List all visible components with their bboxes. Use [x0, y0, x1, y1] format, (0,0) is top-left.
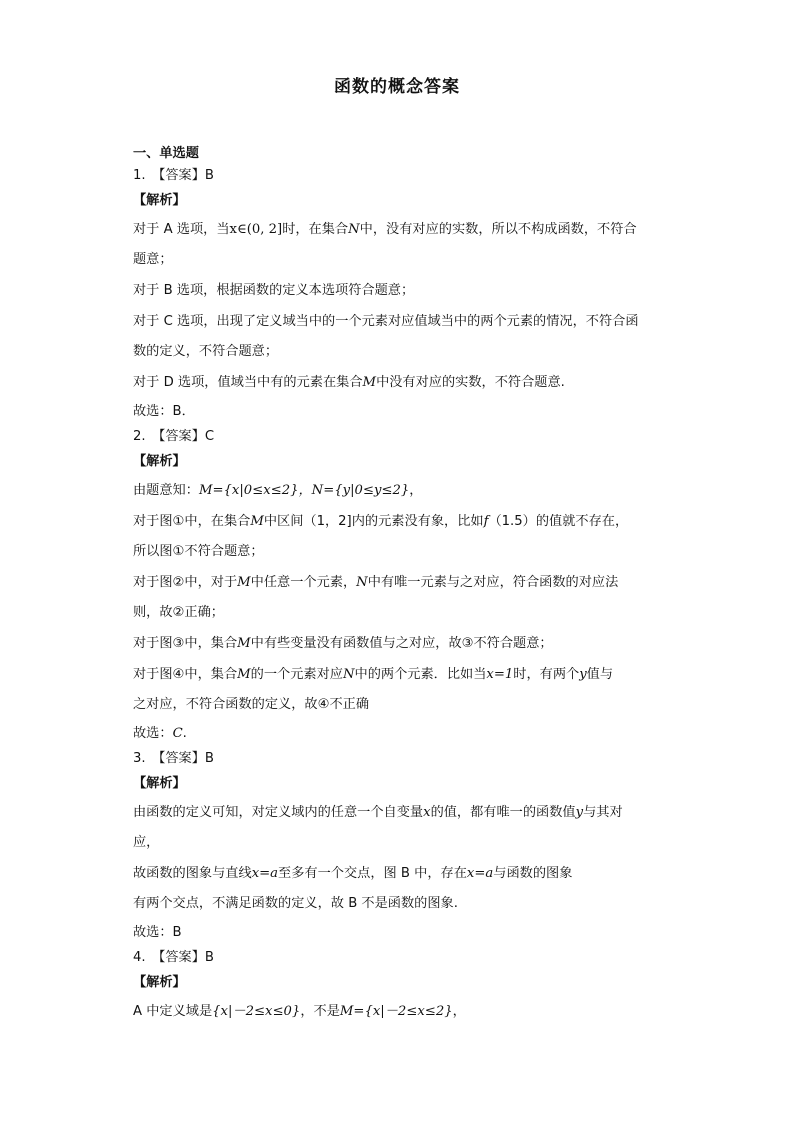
q2-analysis-label: 【解析】 — [133, 454, 186, 469]
q3-analysis-label: 【解析】 — [133, 776, 186, 791]
q3-line-1: 由函数的定义可知，对定义域内的任意一个自变量x的值，都有唯一的函数值y与其对 — [133, 805, 623, 820]
q1-choice: 故选：B． — [133, 404, 195, 419]
q1-line-2: 题意； — [133, 252, 173, 267]
page-title: 函数的概念答案 — [334, 77, 460, 97]
q3-line-2: 应， — [133, 835, 160, 850]
q3-choice: 故选：B — [133, 925, 182, 940]
q2-answer: 2. 【答案】C — [133, 429, 215, 444]
q2-line-1: 由题意知：M={x|0≤x≤2}，N={y|0≤y≤2}， — [133, 483, 423, 498]
q1-line-6: 对于 D 选项，值域当中有的元素在集合M中没有对应的实数，不符合题意. — [133, 375, 565, 390]
q3-answer: 3. 【答案】B — [133, 751, 214, 766]
q1-line-4: 对于 C 选项，出现了定义域当中的一个元素对应值域当中的两个元素的情况，不符合函 — [133, 314, 639, 329]
q2-line-4: 对于图②中，对于M中任意一个元素，N中有唯一元素与之对应，符合函数的对应法 — [133, 575, 619, 590]
q1-line-5: 数的定义，不符合题意； — [133, 344, 279, 359]
q4-analysis-label: 【解析】 — [133, 975, 186, 990]
q2-line-3: 所以图①不符合题意； — [133, 544, 264, 559]
q2-line-8: 之对应，不符合函数的定义，故④不正确 — [133, 697, 370, 712]
q3-line-3: 故函数的图象与直线x=a至多有一个交点，图 B 中，存在x=a与函数的图象 — [133, 866, 573, 881]
q2-line-6: 对于图③中，集合M中有些变量没有函数值与之对应，故③不符合题意； — [133, 636, 553, 651]
q1-line-1: 对于 A 选项，当x∈(0, 2]时，在集合N中，没有对应的实数，所以不构成函数，不符合 — [133, 222, 637, 237]
q2-line-5: 则，故②正确； — [133, 605, 224, 620]
answer-content — [133, 143, 673, 1027]
q2-line-7: 对于图④中，集合M的一个元素对应N中的两个元素．比如当x=1时，有两个y值与 — [133, 667, 614, 682]
q1-analysis-label: 【解析】 — [133, 193, 186, 208]
q4-answer: 4. 【答案】B — [133, 950, 214, 965]
q1-line-3: 对于 B 选项，根据函数的定义本选项符合题意； — [133, 283, 415, 298]
q4-line-1: A 中定义域是{x|－2≤x≤0}，不是M={x|－2≤x≤2}， — [133, 1004, 466, 1019]
q2-line-2: 对于图①中，在集合M中区间（1，2]内的元素没有象，比如f（1.5）的值就不存在， — [133, 514, 629, 529]
q3-line-4: 有两个交点，不满足函数的定义，故 B 不是函数的图象. — [133, 896, 458, 911]
q1-answer: 1. 【答案】B — [133, 168, 214, 183]
q2-choice: 故选：C. — [133, 726, 187, 741]
section-heading: 一、单选题 — [133, 146, 199, 161]
